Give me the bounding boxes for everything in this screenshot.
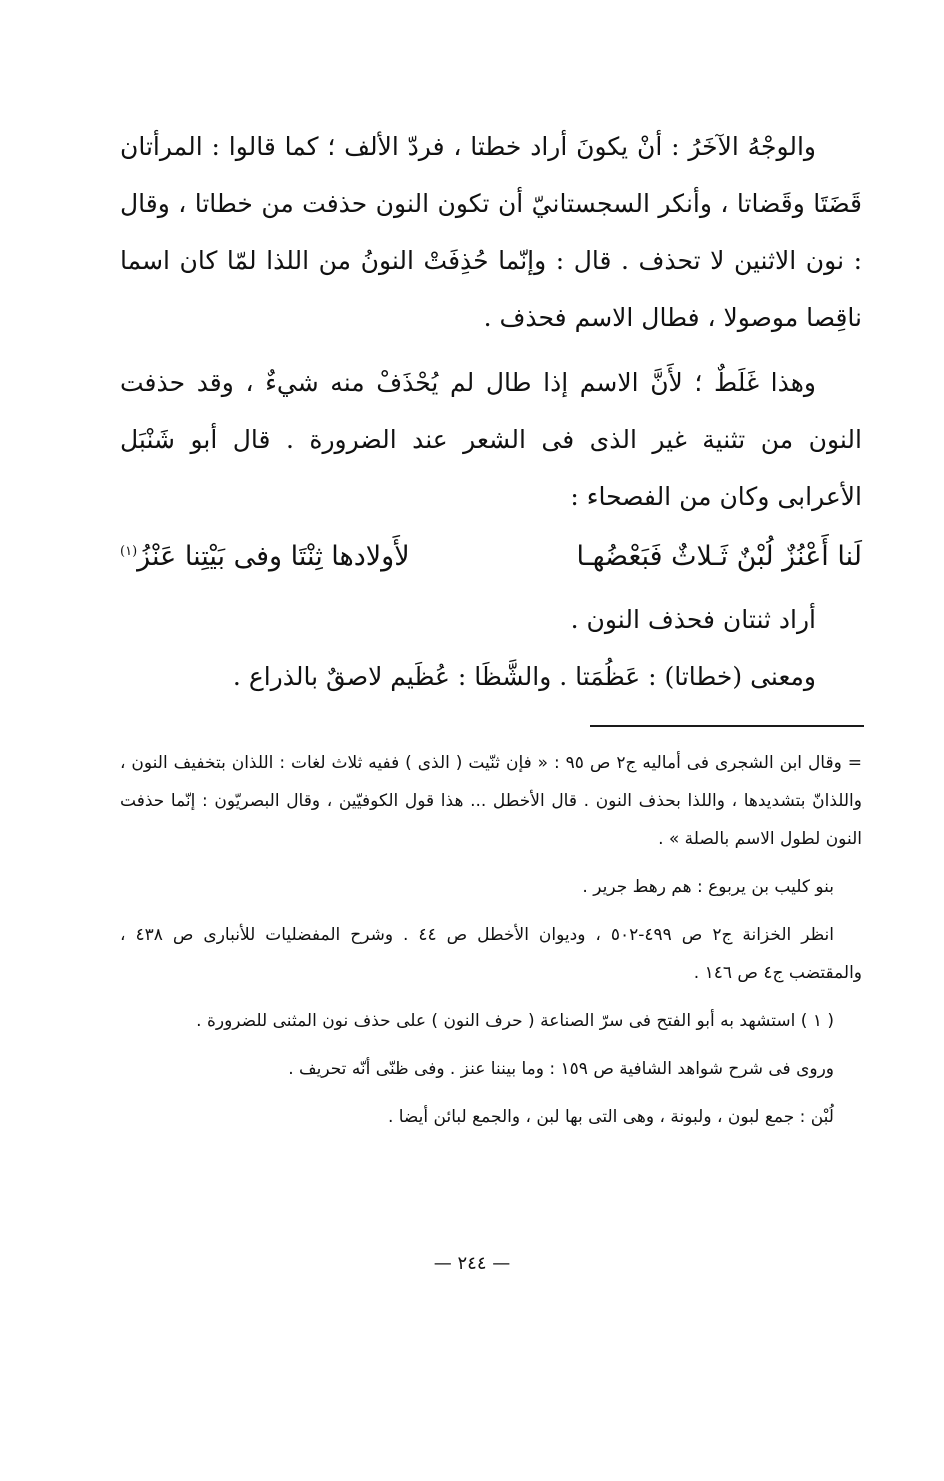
verse-second-hemistich: لأَولادها ثِنْتَا وفى بَيْتِنا عَنْزُ$^{(١)}$ — [120, 541, 410, 572]
footnote-item: انظر الخزانة ج٢ ص ٤٩٩-٥٠٢ ، وديوان الأخطل ص ٤٤ . وشرح المفضليات للأنبارى ص ٤٣٨ ، والمقتضب ج٤ ص ١٤٦ . — [120, 925, 862, 983]
footnote-separator — [590, 725, 864, 727]
poetry-verse — [120, 527, 862, 591]
paragraph-2: وهذا غَلَطٌ ؛ لأَنَّ الاسم إذا طال لم يُحْذَفْ منه شيءٌ ، وقد حذفت النون من تثنية غير الذى فى الشعر عند الضرورة . قال أبو شَنْبَل الأعرابى وكان من الفصحاء : — [120, 368, 862, 511]
word-meaning: ومعنى (خطاتا) : عَظُمَتا . والشَّظَا : عُظَيم لاصقٌ بالذراع . — [232, 662, 816, 691]
footnote-continuation: = وقال ابن الشجرى فى أماليه ج٢ ص ٩٥ : « فإن ثنّيت ( الذى ) ففيه ثلاث لغات : اللذان بتخفيف النون ، واللذانّ بتشديدها ، واللذا بحذف النون . قال الأخطل ... هذا قول الكوفيّين ، وقال البصريّون : إنّما حذفت النون لطول الاسم بالصلة » . — [120, 753, 862, 849]
page-number: — ٢٤٤ — — [433, 1253, 511, 1274]
main-text — [120, 118, 862, 705]
footnote-item: بنو كليب بن يربوع : هم رهط جرير . — [582, 877, 834, 897]
footnote-item: وروى فى شرح شواهد الشافية ص ١٥٩ : وما بيننا عنز . وفى ظنّى أنّه تحريف . — [288, 1059, 834, 1079]
footnotes — [120, 744, 862, 1146]
verse-explanation: أراد ثنتان فحذف النون . — [570, 605, 816, 634]
footnote-1: ( ١ ) استشهد به أبو الفتح فى سرّ الصناعة ( حرف النون ) على حذف نون المثنى للضرورة . — [196, 1011, 834, 1031]
verse-first-hemistich: لَنا أَعْنُزٌ لُبْنٌ ثَـلاثٌ فَبَعْضُهـا — [576, 541, 862, 572]
paragraph-1: والوجْهُ الآخَرُ : أنْ يكونَ أراد خطتا ، فردّ الألف ؛ كما قالوا : المرأتان قَضَتَا وقَضاتا ، وأنكر السجستانيّ أن تكون النون حذفت من خطاتا ، وقال : نون الاثنين لا تحذف . قال : وإنّما حُذِفَتْ النونُ من اللذا لمّا كان اسما ناقِصا موصولا ، فطال الاسم فحذف . — [120, 132, 862, 332]
footnote-item: لُبْن : جمع لبون ، ولبونة ، وهى التى بها لبن ، والجمع لبائن أيضا . — [387, 1107, 834, 1127]
footnote-marker: (١) — [120, 544, 138, 559]
